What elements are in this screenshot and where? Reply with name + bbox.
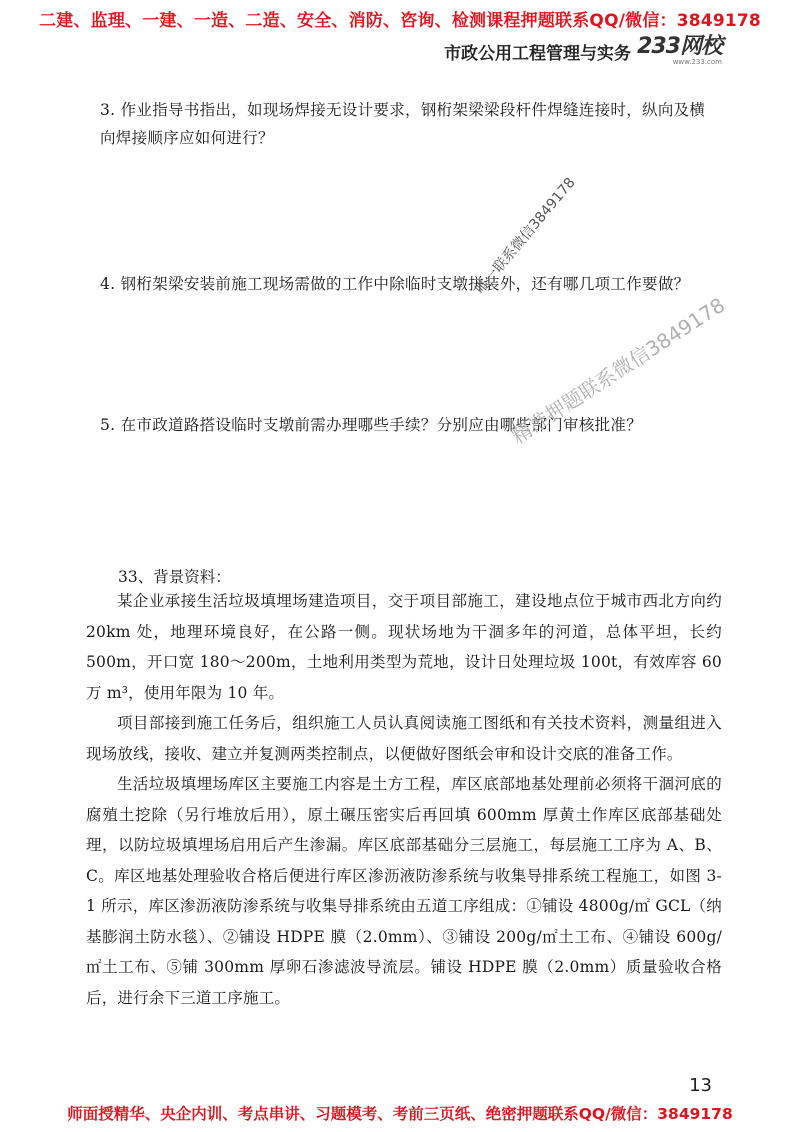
question-4: 4. 钢桁架梁安装前施工现场需做的工作中除临时支墩拼装外，还有哪几项工作要做？ <box>100 275 690 293</box>
page-header <box>444 36 722 64</box>
header-title: 市政公用工程管理与实务 <box>444 44 632 64</box>
background-material <box>86 586 722 1013</box>
question-3: 3. 作业指导书指出，如现场焊接无设计要求，钢桁架梁梁段杆件焊缝连接时，纵向及横向焊接顺序应如何进行？ <box>100 101 706 147</box>
bottom-contact-banner: 师面授精华、央企内训、考点串讲、习题模考、考前三页纸、绝密押题联系QQ/微信：3849178 <box>67 1105 733 1123</box>
watermark-large: 精准押题联系微信3849178 <box>507 292 730 449</box>
page-number: 13 <box>689 1075 712 1096</box>
top-contact-banner: 二建、监理、一建、一造、二造、安全、消防、咨询、检测课程押题联系QQ/微信：3849178 <box>39 11 761 31</box>
paragraph-2: 项目部接到施工任务后，组织施工人员认真阅读施工图纸和有关技术资料，测量组进入现场放线，接收、建立并复测两类控制点，以便做好图纸会审和设计交底的准备工作。 <box>86 714 722 763</box>
watermark-small: 唯一联系微信3849178 <box>472 174 579 298</box>
brand-logo <box>637 36 722 64</box>
paragraph-1: 某企业承接生活垃圾填埋场建造项目，交于项目部施工，建设地点位于城市西北方向约 20km 处，地理环境良好，在公路一侧。现状场地为干涸多年的河道，总体平坦，长约 500m，开口宽 180～200m，土地利用类型为荒地，设计日处理垃圾 100t，有效库容 60 万 m³，使用年限为 10 年。 <box>86 592 722 702</box>
question-5: 5. 在市政道路搭设临时支墩前需办理哪些手续？分别应由哪些部门审核批准？ <box>100 416 643 434</box>
section-title: 33、背景资料： <box>118 568 231 586</box>
paragraph-3: 生活垃圾填埋场库区主要施工内容是土方工程，库区底部地基处理前必须将干涸河底的腐殖土挖除（另行堆放后用），原土碾压密实后再回填 600mm 厚黄土作库区底部基础处理，以防垃圾填埋场启用后产生渗漏。库区底部基础分三层施工，每层施工工序为 A、B、C。库区地基处理验收合格后便进行库区渗沥液防渗系统与收集导排系统工程施工，如图 3-1 所示，库区渗沥液防渗系统与收集导排系统由五道工序组成：①铺设 4800g/㎡ GCL（纳基膨润土防水毯）、②铺设 HDPE 膜（2.0mm）、③铺设 200g/㎡土工布、④铺设 600g/㎡土工布、⑤铺 300mm 厚卵石渗滤波导流层。铺设 HDPE 膜（2.0mm）质量验收合格后，进行余下三道工序施工。 <box>86 775 722 1007</box>
brand-url: www.233.com <box>672 58 722 66</box>
brand-name: 233网校 <box>637 34 722 59</box>
